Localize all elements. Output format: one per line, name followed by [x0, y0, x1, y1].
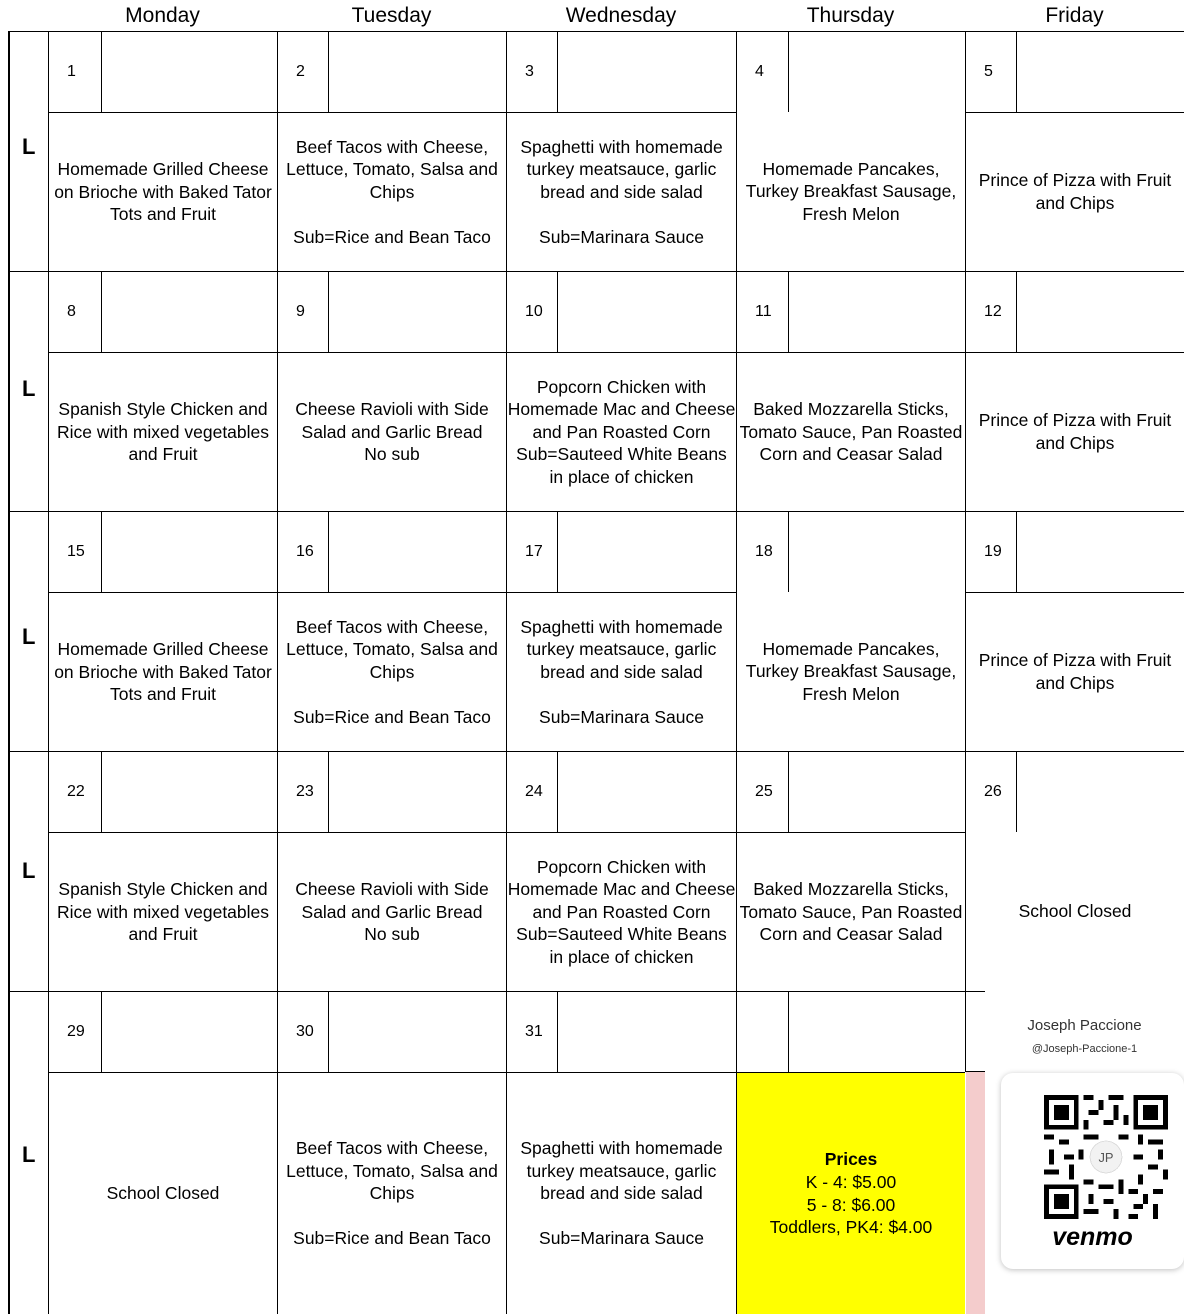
date-cell: 25 — [736, 751, 788, 832]
venmo-qr-card[interactable] — [1001, 1073, 1184, 1269]
date-cell: 17 — [506, 511, 557, 592]
date-cell: 5 — [965, 31, 1016, 112]
date-blank-cell — [557, 511, 736, 592]
lunch-label-cell — [8, 991, 48, 1314]
date-blank-cell — [101, 991, 277, 1072]
date-blank-cell — [101, 511, 277, 592]
meal-cell-thursday: Baked Mozzarella Sticks, Tomato Sauce, Pan Roasted Corn and Ceasar Salad — [736, 832, 965, 991]
prices-cell — [736, 1072, 965, 1314]
qr-avatar-initials: JP — [1098, 1149, 1114, 1165]
date-cell: 26 — [965, 751, 1016, 832]
date-cell: 4 — [736, 31, 788, 112]
lunch-label: L — [22, 376, 36, 401]
prices-title: Prices — [824, 1149, 878, 1170]
lunch-label-cell — [8, 31, 48, 271]
week-row — [0, 751, 1184, 991]
week-row — [0, 31, 1184, 271]
meal-cell-wednesday: Spaghetti with homemade turkey meatsauce, garlic bread and side salad Sub=Marinara Sauce — [506, 592, 736, 751]
date-blank-cell — [557, 751, 736, 832]
date-blank-cell — [1016, 751, 1184, 832]
meal-cell-monday: Homemade Grilled Cheese on Brioche with Baked Tator Tots and Fruit — [48, 112, 277, 271]
meal-cell-monday: School Closed — [48, 1072, 277, 1314]
venmo-handle: @Joseph-Paccione-1 — [1031, 1043, 1138, 1055]
date-blank-cell — [101, 31, 277, 112]
venmo-payment-block — [985, 993, 1184, 1314]
day-header-friday: Friday — [1045, 4, 1104, 27]
prices-lines: K - 4: $5.00 5 - 8: $6.00 Toddlers, PK4: $4.00 — [769, 1171, 933, 1238]
date-blank-cell — [788, 31, 965, 112]
date-blank-cell — [557, 271, 736, 352]
meal-cell-monday: Spanish Style Chicken and Rice with mixed vegetables and Fruit — [48, 832, 277, 991]
meal-cell-friday: Prince of Pizza with Fruit and Chips — [965, 352, 1184, 511]
date-cell: 1 — [48, 31, 101, 112]
day-header-thursday: Thursday — [806, 4, 895, 27]
date-blank-cell — [965, 991, 985, 1072]
date-blank-cell — [101, 271, 277, 352]
meal-cell-tuesday: Beef Tacos with Cheese, Lettuce, Tomato, Salsa and Chips Sub=Rice and Bean Taco — [277, 592, 506, 751]
meal-cell-tuesday: Cheese Ravioli with Side Salad and Garlic Bread No sub — [277, 352, 506, 511]
lunch-label: L — [22, 134, 36, 159]
date-blank-cell — [1016, 511, 1184, 592]
date-cell: 8 — [48, 271, 101, 352]
date-blank-cell — [328, 271, 506, 352]
venmo-logo: venmo — [1052, 1223, 1133, 1251]
lunch-label: L — [22, 624, 36, 649]
lunch-label: L — [22, 1142, 36, 1167]
meal-cell-wednesday: Spaghetti with homemade turkey meatsauce, garlic bread and side salad Sub=Marinara Sauce — [506, 1072, 736, 1314]
date-cell: 31 — [506, 991, 557, 1072]
date-blank-cell — [1016, 271, 1184, 352]
week-row — [0, 271, 1184, 511]
date-cell: 10 — [506, 271, 557, 352]
qr-code-icon[interactable] — [1044, 1095, 1168, 1219]
lunch-label: L — [22, 858, 36, 883]
lunch-label-cell — [8, 751, 48, 991]
date-blank-cell — [788, 271, 965, 352]
date-blank-cell — [788, 991, 965, 1072]
date-cell: 16 — [277, 511, 328, 592]
meal-cell-thursday: Baked Mozzarella Sticks, Tomato Sauce, Pan Roasted Corn and Ceasar Salad — [736, 352, 965, 511]
meal-cell-tuesday: Beef Tacos with Cheese, Lettuce, Tomato, Salsa and Chips Sub=Rice and Bean Taco — [277, 112, 506, 271]
date-cell: 19 — [965, 511, 1016, 592]
meal-cell-friday: Prince of Pizza with Fruit and Chips — [965, 112, 1184, 271]
date-blank-cell — [788, 511, 965, 592]
date-cell: 3 — [506, 31, 557, 112]
date-blank-cell — [328, 751, 506, 832]
date-cell: 24 — [506, 751, 557, 832]
lunch-label-cell — [8, 271, 48, 511]
date-cell: 22 — [48, 751, 101, 832]
date-cell: 18 — [736, 511, 788, 592]
date-cell — [736, 991, 788, 1072]
day-header-monday: Monday — [125, 4, 200, 27]
meal-cell-thursday: Homemade Pancakes, Turkey Breakfast Sausage, Fresh Melon — [736, 112, 965, 271]
meal-cell-wednesday: Popcorn Chicken with Homemade Mac and Cheese and Pan Roasted Corn Sub=Sauteed White Beans in place of chicken — [506, 352, 736, 511]
meal-cell-tuesday: Beef Tacos with Cheese, Lettuce, Tomato, Salsa and Chips Sub=Rice and Bean Taco — [277, 1072, 506, 1314]
meal-cell-tuesday: Cheese Ravioli with Side Salad and Garlic Bread No sub — [277, 832, 506, 991]
date-cell: 29 — [48, 991, 101, 1072]
lunch-label-cell — [8, 511, 48, 751]
date-cell: 2 — [277, 31, 328, 112]
day-header-tuesday: Tuesday — [351, 4, 432, 27]
meal-cell-monday: Homemade Grilled Cheese on Brioche with Baked Tator Tots and Fruit — [48, 592, 277, 751]
day-header-wednesday: Wednesday — [565, 4, 677, 27]
meal-cell-friday: School Closed — [965, 832, 1184, 991]
date-blank-cell — [328, 991, 506, 1072]
date-blank-cell — [557, 31, 736, 112]
date-cell: 9 — [277, 271, 328, 352]
meal-cell-wednesday: Popcorn Chicken with Homemade Mac and Cheese and Pan Roasted Corn Sub=Sauteed White Beans in place of chicken — [506, 832, 736, 991]
date-blank-cell — [788, 751, 965, 832]
date-cell: 30 — [277, 991, 328, 1072]
date-cell: 15 — [48, 511, 101, 592]
date-blank-cell — [557, 991, 736, 1072]
date-blank-cell — [328, 511, 506, 592]
week-row — [0, 511, 1184, 751]
meal-cell-wednesday: Spaghetti with homemade turkey meatsauce, garlic bread and side salad Sub=Marinara Sauce — [506, 112, 736, 271]
meal-cell-monday: Spanish Style Chicken and Rice with mixed vegetables and Fruit — [48, 352, 277, 511]
date-blank-cell — [328, 31, 506, 112]
date-cell: 23 — [277, 751, 328, 832]
date-cell: 12 — [965, 271, 1016, 352]
meal-cell-friday: Prince of Pizza with Fruit and Chips — [965, 592, 1184, 751]
date-blank-cell — [101, 751, 277, 832]
date-cell: 11 — [736, 271, 788, 352]
meal-cell-thursday: Homemade Pancakes, Turkey Breakfast Sausage, Fresh Melon — [736, 592, 965, 751]
venmo-name: Joseph Paccione — [1027, 1017, 1142, 1034]
date-blank-cell — [1016, 31, 1184, 112]
